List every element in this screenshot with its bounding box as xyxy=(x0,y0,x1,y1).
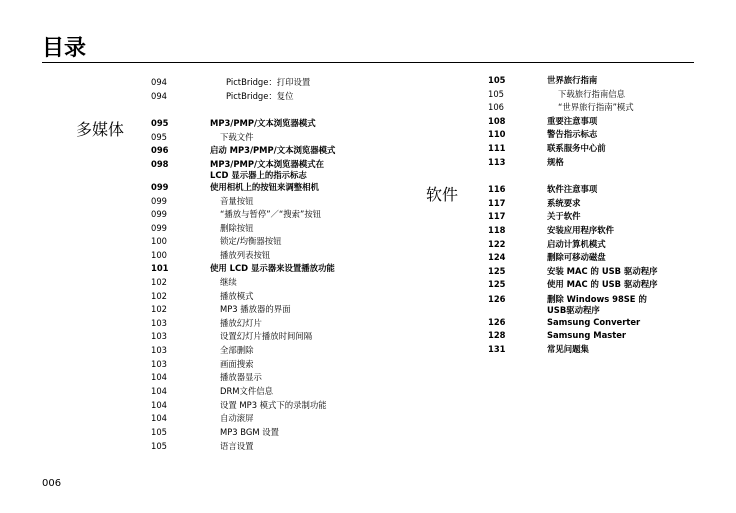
toc-page-number: 126 xyxy=(488,294,506,304)
toc-page-number: 105 xyxy=(151,441,167,451)
toc-page-number: 103 xyxy=(151,359,167,369)
toc-entry: MP3/PMP/文本浏览器模式在 xyxy=(210,159,325,169)
toc-entry: 语言设置 xyxy=(220,441,254,451)
toc-entry: Samsung Master xyxy=(547,330,627,340)
toc-entry: MP3 BGM 设置 xyxy=(220,427,279,437)
toc-entry: 下载旅行指南信息 xyxy=(558,89,625,99)
toc-entry: 继续 xyxy=(220,277,237,287)
toc-page-number: 105 xyxy=(488,75,506,85)
toc-entry: 启动计算机模式 xyxy=(547,239,606,249)
toc-page-number: 117 xyxy=(488,211,506,221)
toc-entry: 设置幻灯片播放时间间隔 xyxy=(220,331,313,341)
toc-entry: MP3/PMP/文本浏览器模式 xyxy=(210,118,316,128)
toc-entry: 系统要求 xyxy=(547,198,581,208)
toc-entry: 启动 MP3/PMP/文本浏览器模式 xyxy=(210,145,336,155)
toc-entry: 播放模式 xyxy=(220,291,254,301)
toc-entry: 安装 MAC 的 USB 驱动程序 xyxy=(547,266,658,276)
toc-entry: 自动滚屏 xyxy=(220,413,254,423)
toc-entry: Samsung Converter xyxy=(547,317,641,327)
toc-entry: 删除 Windows 98SE 的 xyxy=(547,294,647,304)
toc-page-number: 099 xyxy=(151,223,167,233)
toc-entry: 音量按钮 xyxy=(220,196,254,206)
toc-page-number: 096 xyxy=(151,145,169,155)
toc-page-number: 094 xyxy=(151,91,167,101)
toc-page-number: 106 xyxy=(488,102,504,112)
toc-entry: 全部删除 xyxy=(220,345,254,355)
toc-page-number: 104 xyxy=(151,372,167,382)
toc-entry: 关于软件 xyxy=(547,211,581,221)
toc-entry: 警告指示标志 xyxy=(547,129,598,139)
toc-entry: 播放幻灯片 xyxy=(220,318,262,328)
toc-entry: 画面搜索 xyxy=(220,359,254,369)
toc-page-number: 124 xyxy=(488,252,506,262)
toc-page-number: 099 xyxy=(151,196,167,206)
toc-entry: 常见问题集 xyxy=(547,344,589,354)
toc-page-number: 104 xyxy=(151,386,167,396)
toc-page-number: 103 xyxy=(151,345,167,355)
toc-entry: “世界旅行指南”模式 xyxy=(558,102,634,112)
toc-entry: 播放器显示 xyxy=(220,372,262,382)
toc-page-number: 116 xyxy=(488,184,506,194)
toc-entry: 使用 LCD 显示器来设置播放功能 xyxy=(210,263,335,273)
toc-entry: 锁定/均衡器按钮 xyxy=(220,236,282,246)
toc-page-number: 095 xyxy=(151,118,169,128)
toc-page-number: 104 xyxy=(151,413,167,423)
section-label-software: 软件 xyxy=(426,185,459,204)
toc-page-number: 105 xyxy=(488,89,504,99)
toc-page-number: 108 xyxy=(488,116,506,126)
toc-page-number: 103 xyxy=(151,318,167,328)
toc-entry: PictBridge：打印设置 xyxy=(226,77,311,87)
toc-page-number: 117 xyxy=(488,198,506,208)
toc-entry: 规格 xyxy=(547,157,564,167)
page-number: 006 xyxy=(42,478,62,489)
toc-page-number: 128 xyxy=(488,330,506,340)
toc-entry: 安装应用程序软件 xyxy=(547,225,614,235)
toc-page-number: 118 xyxy=(488,225,506,235)
toc-page-number: 102 xyxy=(151,304,167,314)
toc-page-number: 103 xyxy=(151,331,167,341)
toc-page-number: 111 xyxy=(488,143,506,153)
toc-page-number: 099 xyxy=(151,182,169,192)
toc-page-number: 105 xyxy=(151,427,167,437)
toc-page-number: 100 xyxy=(151,236,167,246)
toc-page-number: 100 xyxy=(151,250,167,260)
toc-page-number: 099 xyxy=(151,209,167,219)
toc-entry: 使用相机上的按钮来调整相机 xyxy=(210,182,319,192)
toc-entry: MP3 播放器的界面 xyxy=(220,304,291,314)
toc-entry: 软件注意事项 xyxy=(547,184,598,194)
toc-entry: 使用 MAC 的 USB 驱动程序 xyxy=(547,279,658,289)
toc-entry: 删除按钮 xyxy=(220,223,254,233)
toc-page-number: 102 xyxy=(151,277,167,287)
toc-entry: 下载文件 xyxy=(220,132,254,142)
toc-entry: DRM文件信息 xyxy=(220,386,273,396)
toc-page-number: 102 xyxy=(151,291,167,301)
toc-entry: “播放与暂停”／“搜索”按钮 xyxy=(220,209,322,219)
toc-page-number: 101 xyxy=(151,263,169,273)
toc-entry: 删除可移动磁盘 xyxy=(547,252,606,262)
title-divider xyxy=(42,62,694,63)
toc-page-number: 104 xyxy=(151,400,167,410)
toc-entry: 世界旅行指南 xyxy=(547,75,598,85)
toc-entry: PictBridge：复位 xyxy=(226,91,294,101)
toc-page-number: 126 xyxy=(488,317,506,327)
toc-entry: 联系服务中心前 xyxy=(547,143,606,153)
toc-entry-continued: USB驱动程序 xyxy=(547,305,600,315)
page-title: 目录 xyxy=(42,36,87,61)
toc-entry-continued: LCD 显示器上的指示标志 xyxy=(210,170,307,180)
toc-entry: 播放列表按钮 xyxy=(220,250,271,260)
toc-entry: 重要注意事项 xyxy=(547,116,598,126)
toc-entry: 设置 MP3 模式下的录制功能 xyxy=(220,400,327,410)
section-label-multimedia: 多媒体 xyxy=(76,120,125,139)
toc-page-number: 131 xyxy=(488,344,506,354)
toc-page-number: 094 xyxy=(151,77,167,87)
toc-page-number: 110 xyxy=(488,129,506,139)
toc-page-number: 113 xyxy=(488,157,506,167)
toc-page-number: 122 xyxy=(488,239,506,249)
toc-page-number: 125 xyxy=(488,279,506,289)
toc-page-number: 098 xyxy=(151,159,169,169)
toc-page-number: 095 xyxy=(151,132,167,142)
toc-page-number: 125 xyxy=(488,266,506,276)
